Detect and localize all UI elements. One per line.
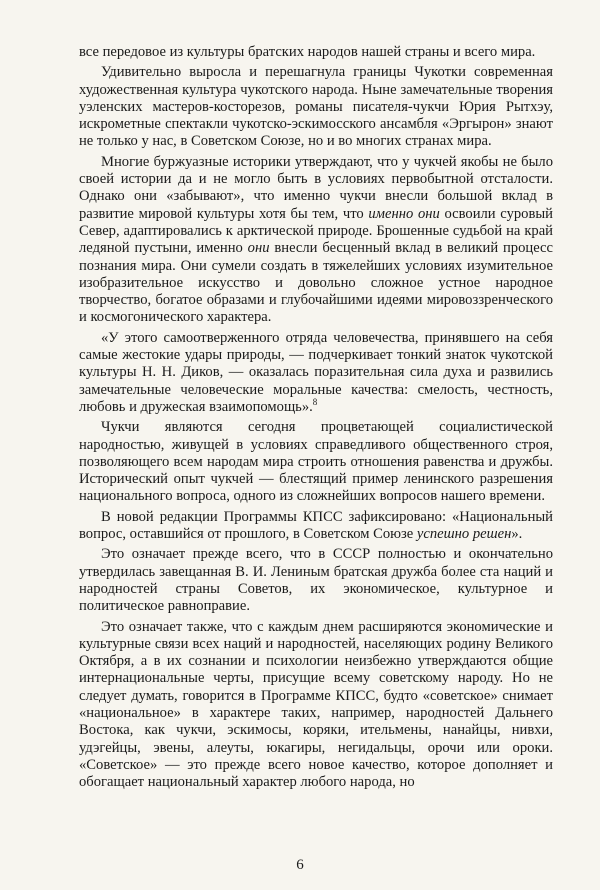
- text-run: все передовое из культуры братских народов нашей страны и всего мира.: [79, 44, 536, 60]
- emphasis-text: они: [247, 240, 270, 257]
- text-run: ».: [511, 526, 523, 543]
- paragraph: [79, 546, 553, 615]
- emphasis-text: успешно решен: [416, 526, 512, 543]
- text-run: внесли бесценный вклад в великий процесс познания мира. Они сумели создать в тяжелейших условиях изумительное изобразительное искусство и довольно сложное устное народное творчество, богатое образами и глубочайшими идеями мировоззренческого и космогонического характера.: [79, 240, 553, 326]
- paragraph: [79, 64, 553, 150]
- paragraph: [79, 44, 553, 61]
- text-run: В новой редакции Программы КПСС зафиксировано: «Национальный вопрос, оставшийся от прошлого, в Советском Союзе: [79, 508, 553, 543]
- footnote-ref: 8: [312, 397, 318, 408]
- paragraph: [79, 419, 553, 505]
- quote-paragraph: [79, 330, 553, 416]
- program-citation-paragraph: [79, 509, 553, 544]
- paragraph: [79, 619, 553, 792]
- text-run: Чукчи являются сегодня процветающей социалистической народностью, живущей в условиях справедливого общественного строя, позволяющего всем народам мира строить отношения равенства и дружбы. Исторический опыт чукчей — блестящий пример ленинского разрешения национального вопроса, одного из сложнейших вопросов нашего времени.: [79, 419, 553, 505]
- text-run: «У этого самоотверженного отряда человечества, принявшего на себя самые жестокие удары природы, — подчеркивает тонкий знаток чукотской культуры Н. Н. Диков, — оказалась поразительная сила духа и развились замечательные человеческие моральные качества: смелость, честность, любовь и дружеская взаимопомощь».: [79, 329, 553, 415]
- emphasis-text: именно они: [368, 205, 440, 222]
- paragraph: [79, 154, 553, 327]
- body-text: [79, 44, 553, 794]
- text-run: Удивительно выросла и перешагнула границы Чукотки современная художественная культура чукотского народа. Ныне замечательные творения уэленских мастеров-косторезов, романы писателя-чукчи Юрия Рытхэу, искрометные спектакли чукотско-эскимосского ансамбля «Эргырон» знают не только у нас, в Советском Союзе, но и во многих странах мира.: [79, 64, 553, 150]
- text-run: Это означает также, что с каждым днем расширяются экономические и культурные связи всех наций и народностей, населяющих родину Великого Октября, а в их сознании и психологии неизбежно утверждаются общие интернациональные черты, присущие всему советскому народу. Но не следует думать, говорится в Программе КПСС, будто «советское» снимает «национальное» в характере таких, например, народностей Дальнего Востока, как чукчи, эскимосы, коряки, ительмены, нанайцы, нивхи, удэгейцы, эвены, алеуты, юкагиры, негидальцы, орочи или ороки. «Советское» — это прежде всего новое качество, которое дополняет и обогащает национальный характер любого народа, но: [79, 618, 553, 791]
- page-number: 6: [296, 857, 304, 873]
- text-run: Многие буржуазные историки утверждают, что у чукчей якобы не было своей истории да и не могло быть в условиях первобытной отсталости. Однако они «забывают», что именно чукчи внесли большой вклад в развитие мировой культуры хотя бы тем, что: [79, 153, 553, 222]
- text-run: освоили суровый Север, адаптировались к арктической природе. Брошенные судьбой на край ледяной пустыни, именно: [79, 205, 553, 257]
- text-run: Это означает прежде всего, что в СССР полностью и окончательно утвердилась завещанная В. И. Лениным братская дружба более ста наций и народностей страны Советов, их экономическое, культурное и политическое равноправие.: [79, 546, 553, 615]
